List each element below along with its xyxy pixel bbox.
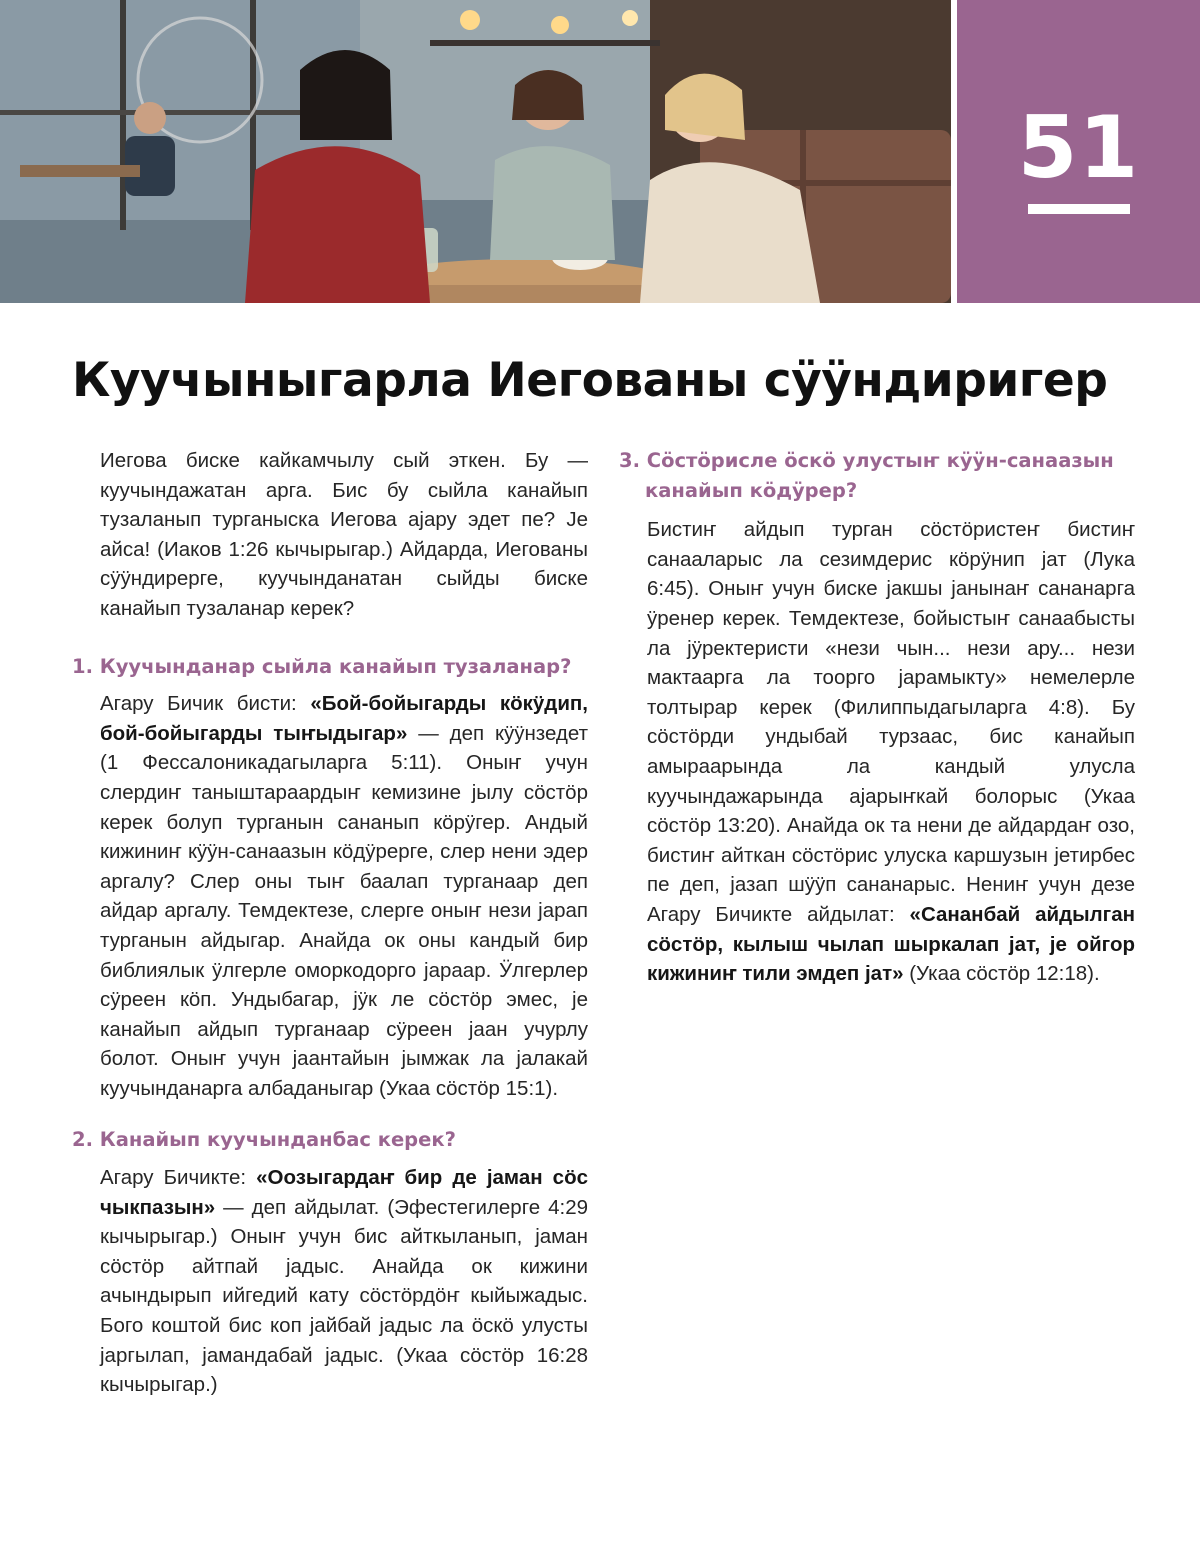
section-1-question: 1. Куучынданар сыйла канайып тузаланар?: [72, 654, 572, 678]
section-2-text-start: Агару Бичикте:: [100, 1166, 257, 1190]
section-1-quote: «Бой-бойыгарды кӧкӱдип, бой-бойыгарды тыҥыдыгар»: [100, 692, 589, 745]
intro-paragraph: Иегова биске кайкамчылу сый эткен. Бу — куучындажатан арга. Бис бу сыйла канайып тузаланып турганыска Иегова ајару эдет пе? Је айса! (Иаков 1:26 кычырыгар.) Айдарда, Иегованы сӱӱндирерге, куучынданатан сыйды биске канайып тузаланар керек?: [100, 449, 588, 620]
section-3-paragraph: [619, 515, 1135, 989]
section-2-quote: «Оозыгардаҥ бир де јаман сӧс чыкпазын»: [100, 1166, 588, 1219]
lesson-number-underline: [1028, 204, 1130, 214]
section-2-text-end: — деп айдылат. (Эфестегилерге 4:29 кычырыгар.) Оныҥ учун бис айткыланып, јаман сӧстӧр айтпай јадыс. Анайда ок кижини ачындырып ийгедий кату сӧстӧрдӧҥ кыйыжадыс. Бого коштой бис коп јайбай јадыс ла ӧскӧ улусты јаргылап, јамандабай јадыс. (Укаа сӧстӧр 16:28 кычырыгар.): [100, 1195, 588, 1397]
right-column: [619, 446, 1135, 989]
cafe-scene-illustration: [0, 0, 951, 303]
page-title: Куучыныгарла Иегованы сӱӱндиригер: [72, 353, 1108, 408]
lesson-number: 51: [1017, 98, 1140, 198]
lesson-number-block: [957, 0, 1200, 303]
header-photo: [0, 0, 951, 303]
section-3-text-start: Бистиҥ айдып турган сӧстӧристеҥ бистиҥ санааларыс ла сезимдерис кӧрӱнип јат (Лука 6:45). Оныҥ учун биске јакшы јанынаҥ сананарга ӱренер керек. Темдектезе, бойыстыҥ санаабысты ла јӱректеристи «нези чын... нези ару... нези мактаарга ла тоорго јарамыкту» немелерле толтырар керек (Филиппыдагыларга 4:8). Бу сӧстӧрди ундыбай турзаас, бис канайып амыраарында ла кандый улусла куучындажарында ајарыҥкай болорыс (Укаа сӧстӧр 13:20). Анайда ок та нени де айдардаҥ озо, бистиҥ айткан сӧстӧрис улуска каршузын јетирбес пе деп, јазап шӱӱп сананарыс. Нениҥ учун дезе Агару Бичикте айдылат:: [647, 518, 1135, 926]
section-3-question: 3. Сӧстӧрисле ӧскӧ улустыҥ кӱӱн-санаазын канайып кӧдӱрер?: [619, 449, 1114, 502]
section-3-text-end: (Укаа сӧстӧр 12:18).: [903, 962, 1100, 986]
section-1-text-start: Агару Бичик бисти:: [100, 692, 311, 716]
section-1-paragraph: [72, 689, 588, 1103]
section-3-quote: «Сананбай айдылган сӧстӧр, кылыш чылап шыркалап јат, је ойгор кижиниҥ тили эмдеп јат»: [647, 902, 1135, 986]
section-1-text-end: — деп кӱӱнзедет (1 Фессалоникадагыларга 5:11). Оныҥ учун слердиҥ таныштараардыҥ кемизине јылу сӧстӧр керек болуп турганын сананып кӧрӱгер. Андый кижиниҥ кӱӱн-санаазын кӧдӱрерге, слер нени эдер аргалу? Слер оны тыҥ баалап турганаар деп айдар аргалу. Темдектезе, слерге оныҥ нези јарап турганын айдыгар. Анайда ок оны кандый бир библиялык ӱлгерле оморкодорго јараар. Ӱлгерлер сӱреен кӧп. Ундыбагар, јӱк ле сӧстӧр эмес, је канайып айдып турганаар сӱреен јаан учурлу болот. Оныҥ учун јаантайын јымжак ла јалакай куучынданарга албаданыгар (Укаа сӧстӧр 15:1).: [100, 721, 588, 1100]
section-2-question: 2. Канайып куучынданбас керек?: [72, 1128, 456, 1152]
left-column: [72, 446, 588, 1400]
section-2-paragraph: [72, 1163, 588, 1400]
